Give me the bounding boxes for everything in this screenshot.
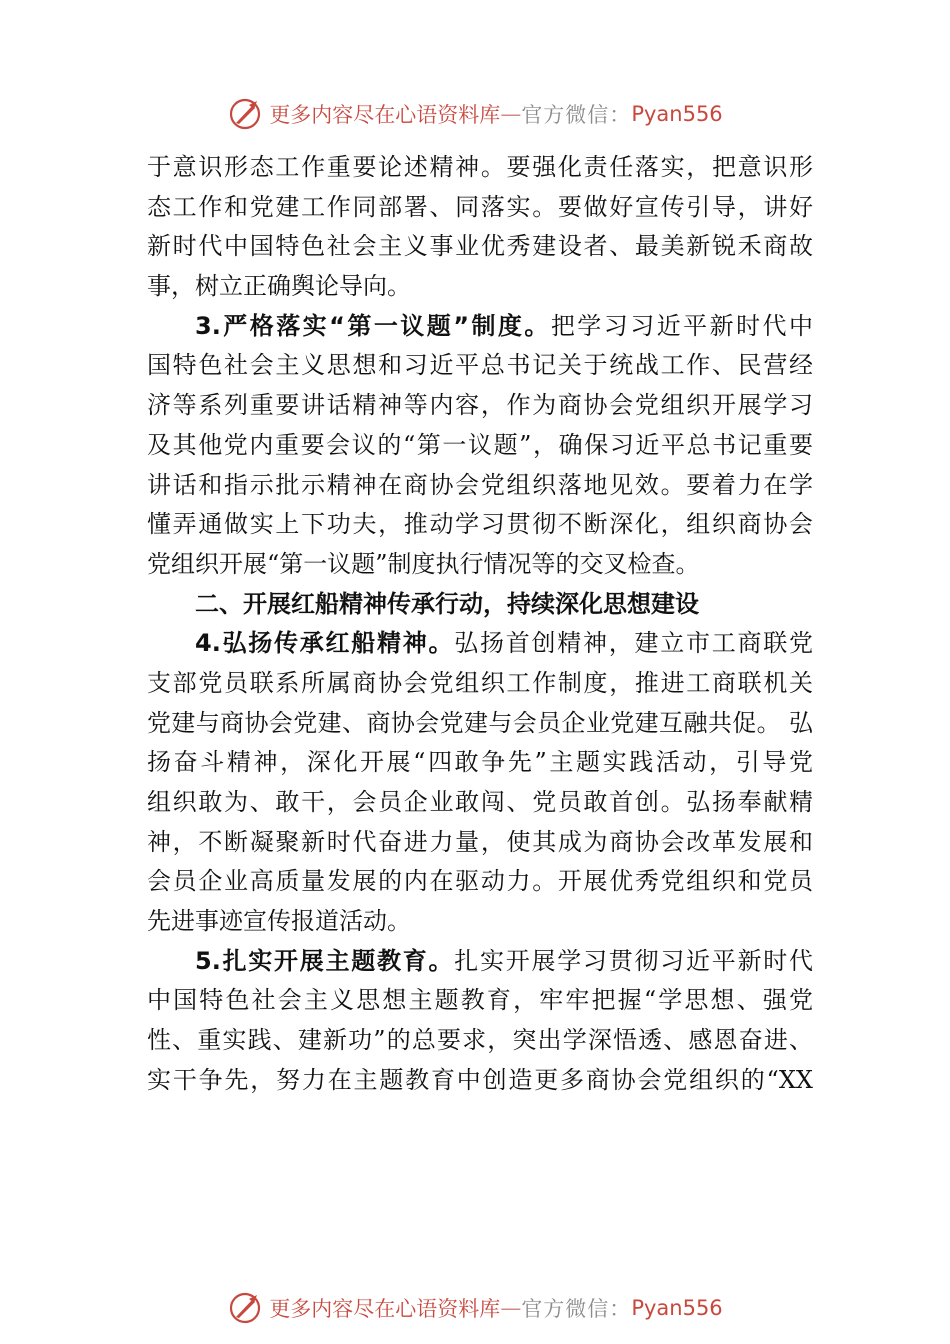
header-banner: [0, 94, 950, 134]
footer-banner: [0, 1288, 950, 1328]
text-line: 中国特色社会主义思想主题教育，牢牢把握“学思想、强党: [147, 986, 813, 1015]
banner-dash: —: [500, 1296, 522, 1320]
text-line: 于意识形态工作重要论述精神。要强化责任落实，把意识形: [147, 153, 813, 181]
banner-dash: —: [500, 102, 522, 126]
subheading-3: 3.严格落实“第一议题”制度。: [195, 311, 551, 340]
text-line: 组织敢为、敢干，会员企业敢闯、党员敢首创。弘扬奉献精: [147, 788, 813, 816]
text-line: 先进事迹宣传报道活动。: [147, 907, 411, 936]
banner-wechat-id: Pyan556: [631, 102, 723, 126]
text-run: 把学习习近平新时代中: [550, 311, 814, 340]
text-line: [147, 624, 813, 664]
text-line: 支部党员联系所属商协会党组织工作制度，推进工商联机关: [147, 668, 813, 697]
banner-wechat-label: 官方微信：: [521, 103, 632, 127]
text-line: 实干争先，努力在主题教育中创造更多商协会党组织的“XX: [147, 1065, 813, 1094]
text-line: 性、重实践、建新功”的总要求，突出学深悟透、感恩奋进、: [147, 1026, 813, 1055]
text-line: 党组织开展“第一议题”制度执行情况等的交叉检查。: [147, 549, 700, 578]
banner-title: 更多内容尽在心语资料库: [269, 103, 501, 127]
text-line: 懂弄通做实上下功夫，推动学习贯彻不断深化，组织商协会: [147, 510, 813, 539]
text-line: 济等系列重要讲话精神等内容，作为商协会党组织开展学习: [147, 391, 813, 420]
text-line: 国特色社会主义思想和习近平总书记关于统战工作、民营经: [147, 351, 813, 380]
text-line: 态工作和党建工作同部署、同落实。要做好宣传引导，讲好: [147, 192, 813, 221]
banner-wechat-label: 官方微信：: [521, 1297, 632, 1321]
text-line: 新时代中国特色社会主义事业优秀建设者、最美新锐禾商故: [147, 232, 813, 261]
text-line: 党建与商协会党建、商协会党建与会员企业党建互融共促。 弘: [147, 708, 813, 737]
subheading-4: 4.弘扬传承红船精神。: [195, 629, 455, 658]
subheading-5: 5.扎实开展主题教育。: [195, 946, 455, 975]
quill-logo-icon: [227, 96, 263, 132]
banner-title: 更多内容尽在心语资料库: [269, 1297, 501, 1321]
text-line: 神，不断凝聚新时代奋进力量，使其成为商协会改革发展和: [147, 827, 813, 856]
text-line: [147, 307, 813, 347]
section-heading-2: 二、开展红船精神传承行动，持续深化思想建设: [195, 589, 699, 618]
banner-wechat-id: Pyan556: [631, 1296, 723, 1320]
text-line: 事，树立正确舆论导向。: [147, 272, 411, 301]
text-line: 讲话和指示批示精神在商协会党组织落地见效。要着力在学: [147, 470, 813, 499]
text-run: 弘扬首创精神，建立市工商联党: [454, 629, 814, 658]
text-line: 及其他党内重要会议的“第一议题”，确保习近平总书记重要: [147, 430, 813, 459]
text-run: 扎实开展学习贯彻习近平新时代: [454, 946, 814, 975]
document-body: [147, 148, 813, 1101]
text-line: [147, 942, 813, 982]
text-line: 扬奋斗精神，深化开展“四敢争先”主题实践活动，引导党: [147, 748, 813, 777]
text-line: 会员企业高质量发展的内在驱动力。开展优秀党组织和党员: [147, 867, 813, 896]
quill-logo-icon: [227, 1290, 263, 1326]
